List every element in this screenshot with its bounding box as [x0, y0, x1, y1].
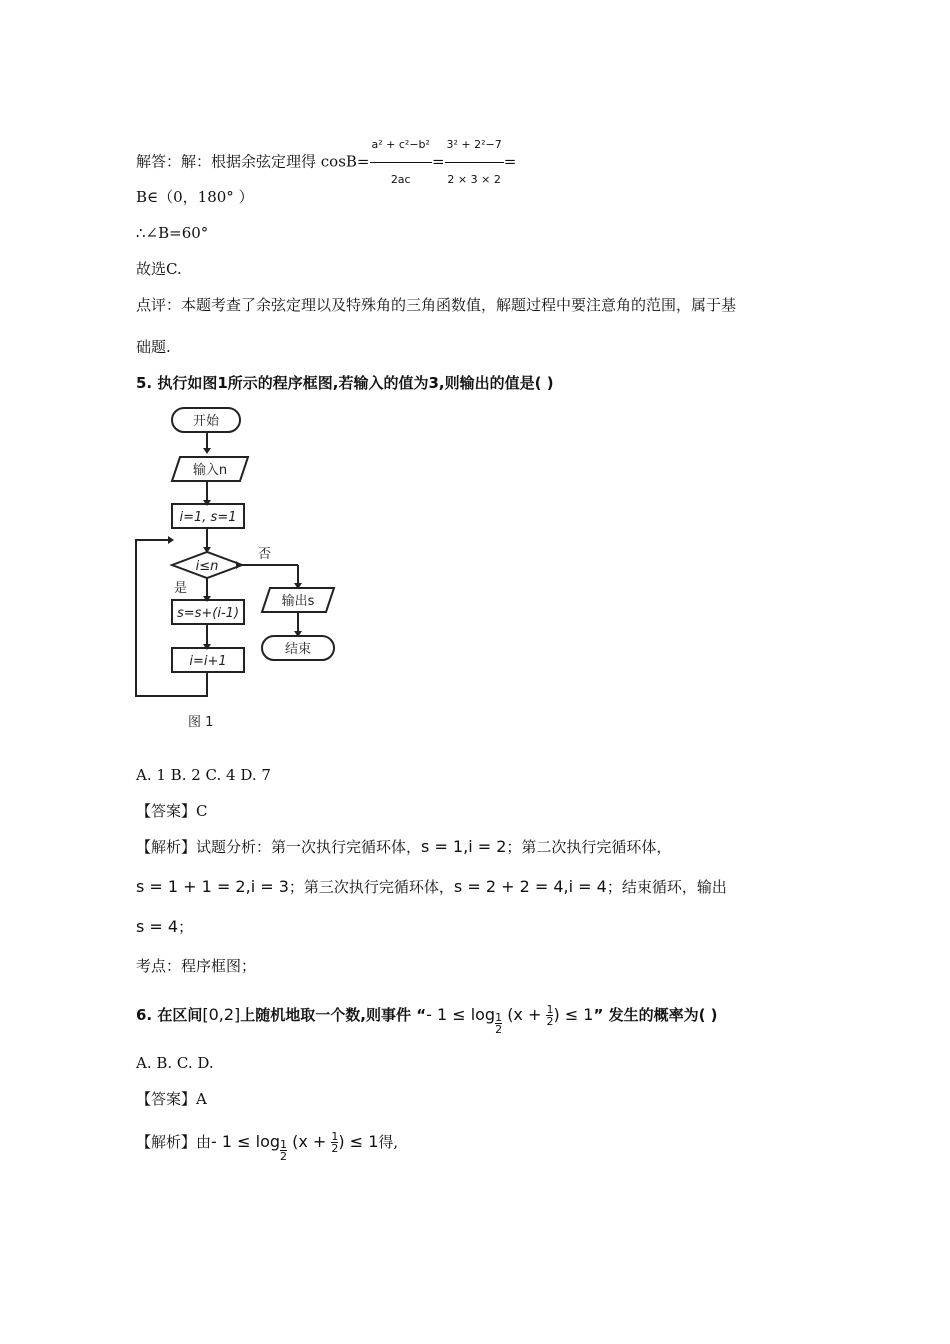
flowchart-yes-label: 是 — [174, 581, 188, 596]
equals-sign: = — [431, 152, 445, 171]
log-base-num: 1 — [495, 1011, 503, 1024]
solution-line-4: 故选C. — [136, 260, 182, 278]
fraction-substituted — [445, 128, 504, 197]
fraction-denominator: 2ac — [390, 173, 411, 186]
analysis-text: ； — [178, 918, 194, 936]
ineq-left: - 1 ≤ log — [426, 1005, 496, 1024]
equals-sign: = — [503, 152, 517, 171]
flowchart-output-label: 输出s — [281, 594, 315, 609]
q5-answer: 【答案】C — [136, 802, 208, 820]
log-base-num: 1 — [280, 1138, 288, 1151]
comment-line-2: 础题. — [136, 338, 171, 356]
comment-line-1: 点评：本题考查了余弦定理以及特殊角的三角函数值，解题过程中要注意角的范围，属于基 — [136, 296, 737, 314]
q6-prefix: 6. 在区间 — [136, 1006, 203, 1024]
half-num: 1 — [546, 1003, 554, 1016]
q6-interval: [0,2] — [202, 1005, 241, 1024]
q6-analysis — [136, 1126, 399, 1163]
q6-inequality — [426, 1003, 594, 1036]
question-6 — [136, 1000, 718, 1036]
analysis-text: 得, — [378, 1133, 399, 1151]
fraction-numerator: 3² + 2²−7 — [445, 128, 504, 163]
q5-point: 考点：程序框图； — [136, 957, 257, 975]
half-den: 2 — [546, 1015, 554, 1028]
flowchart-step1-label: s=s+(i-1) — [176, 606, 240, 621]
log-base — [280, 1139, 287, 1162]
log-base-den: 2 — [495, 1023, 503, 1036]
question-5: 5. 执行如图1所示的程序框图,若输入的值为3,则输出的值是( ) — [136, 374, 554, 392]
flowchart-init-label: i=1, s=1 — [179, 510, 237, 525]
arrow-head — [168, 536, 174, 544]
arg-open: (x + — [292, 1132, 332, 1151]
math-expression: s = 2 + 2 = 4,i = 4 — [453, 877, 607, 896]
flowchart-end-label: 结束 — [284, 642, 312, 657]
q5-options: A. 1 B. 2 C. 4 D. 7 — [136, 766, 271, 784]
ineq-right: ) ≤ 1 — [338, 1132, 379, 1151]
flowchart-step2-label: i=i+1 — [189, 654, 227, 669]
solution-line-2: B∈（0，180° ） — [136, 188, 254, 206]
flowchart-caption: 图 1 — [188, 715, 214, 730]
solution-line-3: ∴∠B=60° — [136, 224, 209, 242]
arrow-head — [203, 448, 211, 454]
fraction-cosine-formula — [370, 128, 432, 197]
flowchart-no-label: 否 — [258, 547, 272, 562]
arrow-head — [236, 561, 242, 569]
math-expression: s = 1,i = 2 — [421, 837, 507, 856]
q6-answer: 【答案】A — [136, 1090, 207, 1108]
arg-open: (x + — [507, 1005, 547, 1024]
q6-options: A. B. C. D. — [136, 1054, 214, 1072]
half-num: 1 — [331, 1130, 339, 1143]
q6-analysis-inequality — [211, 1130, 379, 1163]
analysis-text: ；第三次执行完循环体， — [288, 878, 454, 896]
flowchart-start-label: 开始 — [192, 414, 220, 429]
analysis-text: 【解析】由 — [136, 1133, 212, 1151]
q5-analysis-line-3 — [136, 916, 193, 938]
ineq-left: - 1 ≤ log — [211, 1132, 281, 1151]
analysis-text: ；第二次执行完循环体， — [506, 838, 672, 856]
solution-prefix: 解答：解：根据余弦定理得 cosB= — [136, 152, 370, 171]
q6-suffix: ” 发生的概率为( ) — [593, 1006, 718, 1024]
q5-analysis-line-2 — [136, 876, 727, 898]
flowchart-input-label: 输入n — [192, 463, 228, 478]
math-expression: s = 1 + 1 = 2,i = 3 — [136, 877, 289, 896]
ineq-right: ) ≤ 1 — [553, 1005, 594, 1024]
log-base-den: 2 — [280, 1150, 288, 1163]
analysis-text: 【解析】试题分析：第一次执行完循环体， — [136, 838, 422, 856]
q5-analysis-line-1 — [136, 836, 671, 858]
half-den: 2 — [331, 1142, 339, 1155]
fraction-denominator: 2 × 3 × 2 — [447, 173, 501, 186]
fraction-numerator: a² + c²−b² — [370, 128, 432, 163]
math-expression: s = 4 — [136, 917, 179, 936]
log-base — [495, 1012, 502, 1035]
flowchart-condition-label: i≤n — [195, 559, 219, 574]
flowchart — [130, 400, 350, 740]
analysis-text: ；结束循环，输出 — [606, 878, 727, 896]
q6-mid: 上随机地取一个数,则事件 “ — [240, 1006, 427, 1024]
